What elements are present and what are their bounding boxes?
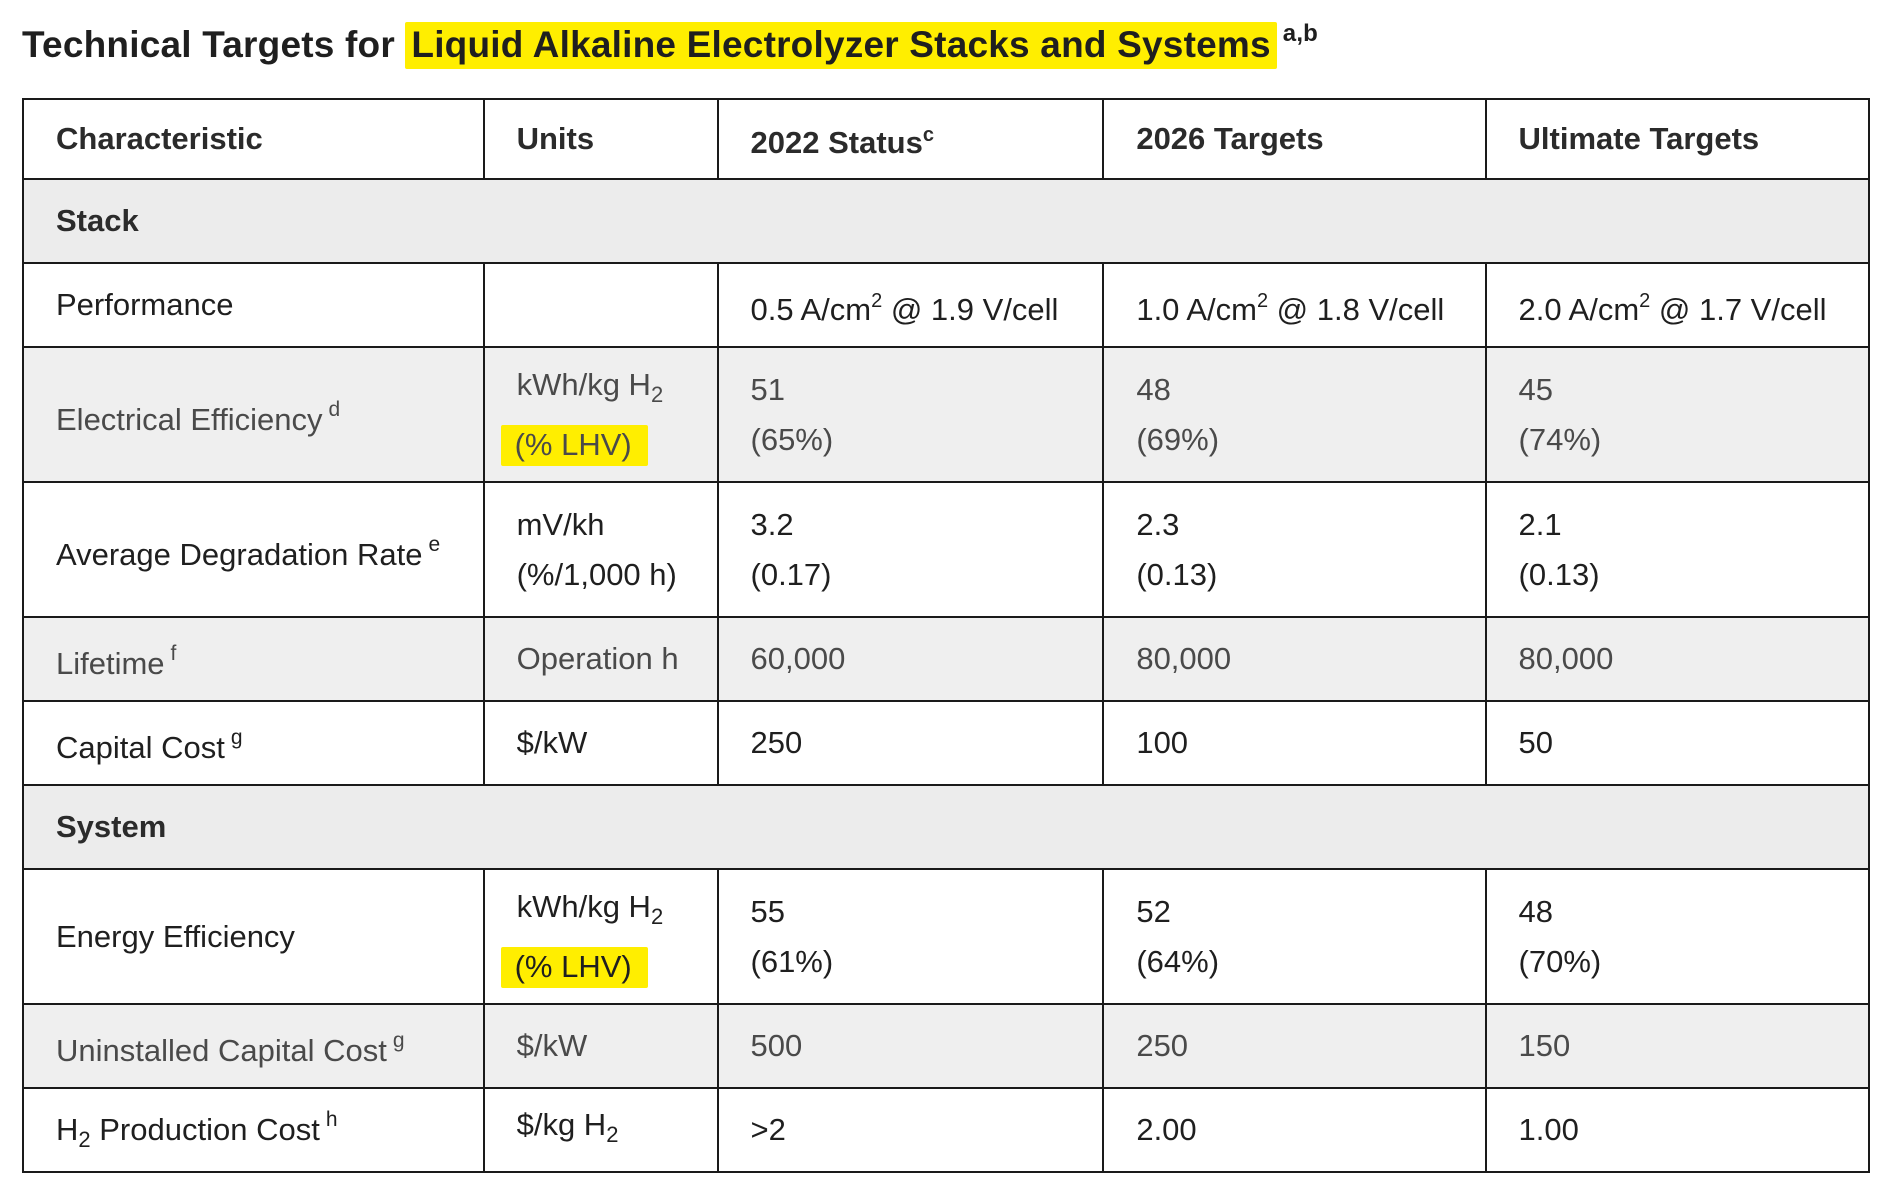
col-header-2022-status: 2022 Status$^c$ [718,99,1104,179]
section-row-stack [23,179,1869,263]
cell-2026-capital-cost: 100 [1103,701,1485,785]
row-label-lifetime: Lifetime $^f$ [23,617,484,701]
col-header-2026-targets: 2026 Targets [1103,99,1485,179]
row-label-h2-production-cost: $H_2$ Production Cost $^h$ [23,1088,484,1172]
row-label-degradation-rate: Average Degradation Rate $^e$ [23,482,484,617]
row-label-energy-efficiency: Energy Efficiency [23,869,484,1004]
col-header-characteristic: Characteristic [23,99,484,179]
cell-2022-performance: 0.5 $A/cm^2$ @ 1.9 V/cell [718,263,1104,347]
cell-units-h2-production-cost: $/kg $H_2$ [484,1088,718,1172]
cell-2022-electrical-efficiency: 51 (65%) [718,347,1104,482]
cell-2026-h2-production-cost: 2.00 [1103,1088,1485,1172]
table-row-capital-cost [23,701,1869,785]
cell-units-performance [484,263,718,347]
title-footnote-marker: a,b [1282,20,1319,47]
page-title [22,4,1318,75]
cell-ultimate-lifetime: 80,000 [1486,617,1869,701]
cell-2026-lifetime: 80,000 [1103,617,1485,701]
cell-units-lifetime: Operation h [484,617,718,701]
col-header-ultimate-targets: Ultimate Targets [1486,99,1869,179]
technical-targets-table [22,98,1870,1173]
cell-2022-energy-efficiency: 55 (61%) [718,869,1104,1004]
row-label-uninstalled-capital-cost: Uninstalled Capital Cost $^g$ [23,1004,484,1088]
cell-ultimate-h2-production-cost: 1.00 [1486,1088,1869,1172]
section-label-stack: Stack [23,179,1869,263]
cell-2026-performance: 1.0 $A/cm^2$ @ 1.8 V/cell [1103,263,1485,347]
cell-units-uninstalled-capital-cost: $/kW [484,1004,718,1088]
table-row-uninstalled-capital-cost [23,1004,1869,1088]
cell-2022-lifetime: 60,000 [718,617,1104,701]
table-row-lifetime [23,617,1869,701]
cell-units-degradation-rate: mV/kh (%/1,000 h) [484,482,718,617]
cell-2026-energy-efficiency: 52 (64%) [1103,869,1485,1004]
title-highlight: Liquid Alkaline Electrolyzer Stacks and Systems [405,22,1276,69]
cell-ultimate-uninstalled-capital-cost: 150 [1486,1004,1869,1088]
cell-2026-electrical-efficiency: 48 (69%) [1103,347,1485,482]
cell-2022-degradation-rate: 3.2 (0.17) [718,482,1104,617]
title-prefix: Technical Targets for [22,24,406,65]
cell-units-electrical-efficiency: kWh/kg $H_2$ (% LHV) [484,347,718,482]
cell-2022-capital-cost: 250 [718,701,1104,785]
row-label-electrical-efficiency: Electrical Efficiency $^d$ [23,347,484,482]
cell-ultimate-energy-efficiency: 48 (70%) [1486,869,1869,1004]
cell-ultimate-electrical-efficiency: 45 (74%) [1486,347,1869,482]
col-header-units: Units [484,99,718,179]
table-row-performance [23,263,1869,347]
cell-2026-degradation-rate: 2.3 (0.13) [1103,482,1485,617]
cell-units-energy-efficiency: kWh/kg $H_2$ (% LHV) [484,869,718,1004]
cell-ultimate-performance: 2.0 $A/cm^2$ @ 1.7 V/cell [1486,263,1869,347]
highlighted-unit: (% LHV) [501,425,648,466]
cell-2026-uninstalled-capital-cost: 250 [1103,1004,1485,1088]
highlighted-unit: (% LHV) [501,947,648,988]
table-row-degradation-rate [23,482,1869,617]
cell-ultimate-capital-cost: 50 [1486,701,1869,785]
header-row [23,99,1869,179]
cell-2022-h2-production-cost: >2 [718,1088,1104,1172]
cell-ultimate-degradation-rate: 2.1 (0.13) [1486,482,1869,617]
footnote-marker: c [922,124,934,146]
row-label-capital-cost: Capital Cost $^g$ [23,701,484,785]
section-label-system: System [23,785,1869,869]
cell-2022-uninstalled-capital-cost: 500 [718,1004,1104,1088]
table-row-electrical-efficiency [23,347,1869,482]
table-row-h2-production-cost [23,1088,1869,1172]
cell-units-capital-cost: $/kW [484,701,718,785]
section-row-system [23,785,1869,869]
row-label-performance: Performance [23,263,484,347]
table-row-energy-efficiency [23,869,1869,1004]
